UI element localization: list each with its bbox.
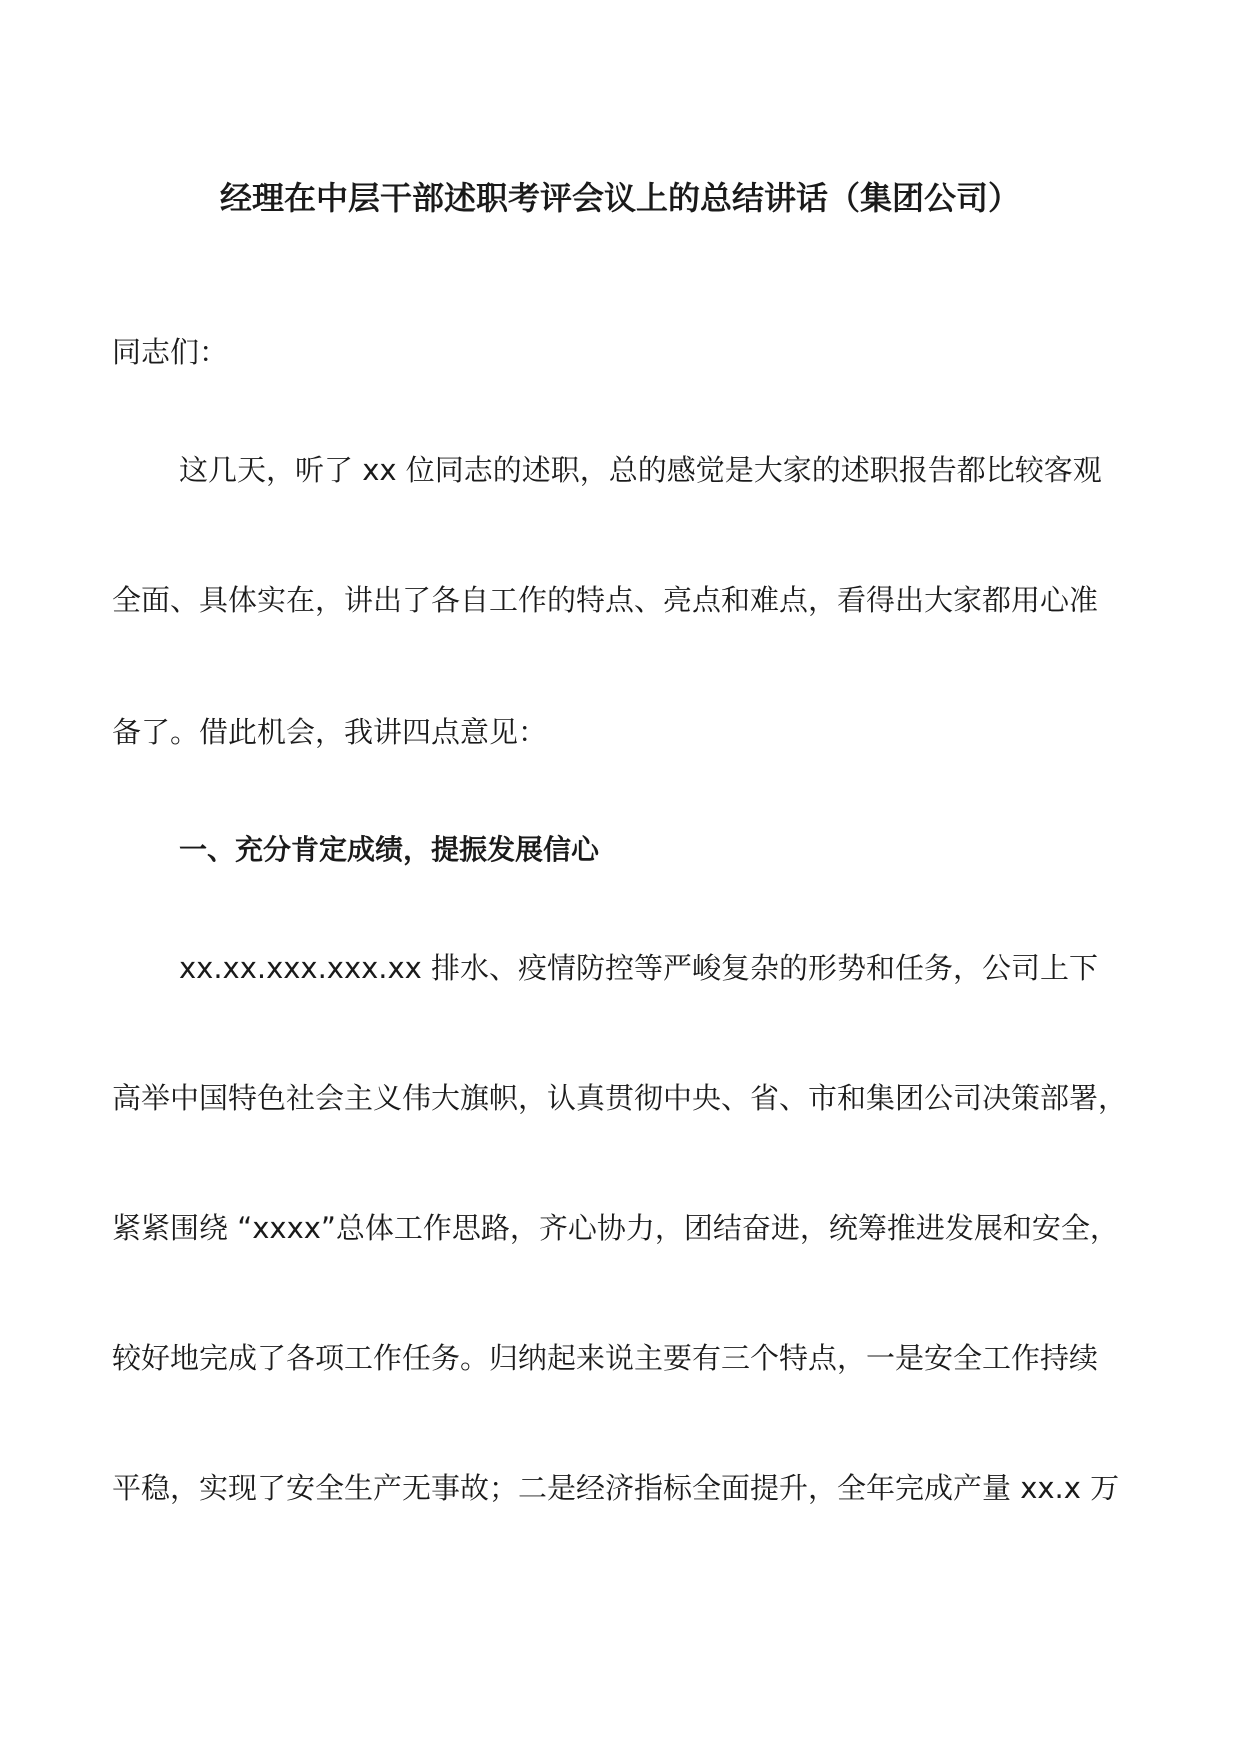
paragraph-line: 备了。借此机会，我讲四点意见：	[112, 715, 548, 749]
document-title: 经理在中层干部述职考评会议上的总结讲话（集团公司）	[219, 179, 1020, 217]
paragraph-line: 较好地完成了各项工作任务。归纳起来说主要有三个特点，一是安全工作持续	[112, 1341, 1099, 1375]
paragraph-line: 高举中国特色社会主义伟大旗帜，认真贯彻中央、省、市和集团公司决策部署，	[112, 1081, 1128, 1115]
paragraph-line: 全面、具体实在，讲出了各自工作的特点、亮点和难点，看得出大家都用心准	[112, 583, 1099, 617]
salutation: 同志们：	[112, 335, 229, 369]
paragraph-line: 平稳，实现了安全生产无事故；二是经济指标全面提升，全年完成产量 xx.x 万	[112, 1471, 1120, 1505]
section-heading: 一、充分肯定成绩，提振发展信心	[179, 833, 600, 866]
paragraph-line: 这几天，听了 xx 位同志的述职，总的感觉是大家的述职报告都比较客观	[179, 453, 1102, 487]
paragraph-line: 紧紧围绕 “xxxx”总体工作思路，齐心协力，团结奋进，统筹推进发展和安全，	[112, 1211, 1119, 1245]
paragraph-line: xx.xx.xxx.xxx.xx 排水、疫情防控等严峻复杂的形势和任务，公司上下	[179, 951, 1099, 985]
